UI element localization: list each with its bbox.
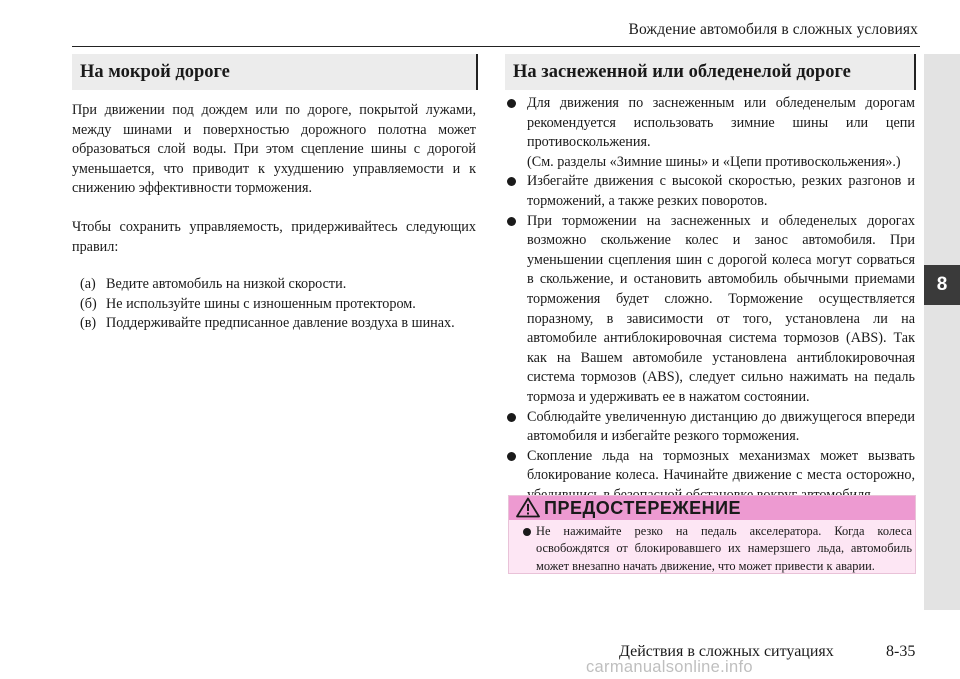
rule-label: (б) xyxy=(80,295,97,312)
bullet-text: Для движения по заснеженным или обледенелым дорогам рекомендуется использовать зимние шины или цепи противоскольжения. xyxy=(527,95,915,151)
section-title-wet-road: На мокрой дороге xyxy=(72,54,478,90)
bullet-item xyxy=(519,172,915,211)
bullet-dot-icon xyxy=(507,217,516,226)
wet-road-rules-list xyxy=(80,275,480,334)
wet-road-paragraph-1: При движении под дождем или по дороге, покрытой лужами, между шинами и поверхностью дорожного полотна может образоваться слой воды. При этом сцепление шины с дорогой уменьшается, что приводит к ухудшению управляемости и к снижению эффективности торможения. xyxy=(72,102,476,197)
bullet-item xyxy=(519,212,915,408)
bullet-item xyxy=(519,408,915,447)
header-rule xyxy=(72,46,920,47)
rule-item xyxy=(80,314,480,334)
bullet-item xyxy=(519,94,915,172)
bullet-dot-icon xyxy=(507,452,516,461)
warning-triangle-icon xyxy=(516,497,540,518)
running-header: Вождение автомобиля в сложных условиях xyxy=(628,21,918,38)
bullet-dot-icon xyxy=(507,99,516,108)
footer-section-title: Действия в сложных ситуациях xyxy=(619,643,834,660)
warning-bullet-dot-icon xyxy=(523,528,531,536)
rule-text: Не используйте шины с изношенным протектором. xyxy=(106,295,416,312)
chapter-badge: 8 xyxy=(924,265,960,305)
bullet-dot-icon xyxy=(507,413,516,422)
bullet-note: (См. разделы «Зимние шины» и «Цепи противоскольжения».) xyxy=(527,153,901,170)
section-title-snowy-road: На заснеженной или обледенелой дороге xyxy=(505,54,916,90)
bullet-text: При торможении на заснеженных и обледенелых дорогах возможно скольжение колес и занос автомобиля. При уменьшении сцепления шин с дорогой колеса могут сорваться в скольжение, и остановить автомобиль обычными приемами торможения будет сложно. Торможение осуществляется поразному, в зависимости от того, установлена ли на автомобиле антиблокировочная система тормозов (ABS). Так как на Вашем автомобиле установлена антиблокировочная система тормозов (ABS), следует сильно нажимать на педаль тормоза и удерживать ее в нажатом состоянии. xyxy=(527,212,915,405)
warning-text: Не нажимайте резко на педаль акселератора. Когда колеса освобождятся от блокировавшего их намерзшего льда, автомобиль может внезапно начать движение, что может привести к аварии. xyxy=(536,524,912,573)
rule-item xyxy=(80,295,480,315)
watermark: carmanualsonline.info xyxy=(586,658,753,676)
bullet-text: Соблюдайте увеличенную дистанцию до движущегося впереди автомобиля и избегайте резкого торможения. xyxy=(527,408,915,445)
rule-label: (а) xyxy=(80,276,96,292)
rule-text: Поддерживайте предписанное давление воздуха в шинах. xyxy=(106,315,455,332)
chapter-side-tab xyxy=(924,54,960,610)
snowy-road-bullet-list xyxy=(519,94,915,505)
wet-road-paragraph-2: Чтобы сохранить управляемость, придерживайтесь следующих правил: xyxy=(72,219,476,255)
page-number: 8-35 xyxy=(886,643,916,660)
rule-text: Ведите автомобиль на низкой скорости. xyxy=(106,276,347,292)
rule-item xyxy=(80,275,480,295)
bullet-dot-icon xyxy=(507,177,516,186)
bullet-text: Скопление льда на тормозных механизмах может вызвать блокирование колеса. Начинайте движение с места осторожно, xyxy=(527,447,915,484)
rule-label: (в) xyxy=(80,315,97,332)
bullet-text: Избегайте движения с высокой скоростью, резких разгонов и торможений, а также резких поворотов. xyxy=(527,173,915,209)
warning-title: ПРЕДОСТЕРЕЖЕНИЕ xyxy=(544,498,742,518)
